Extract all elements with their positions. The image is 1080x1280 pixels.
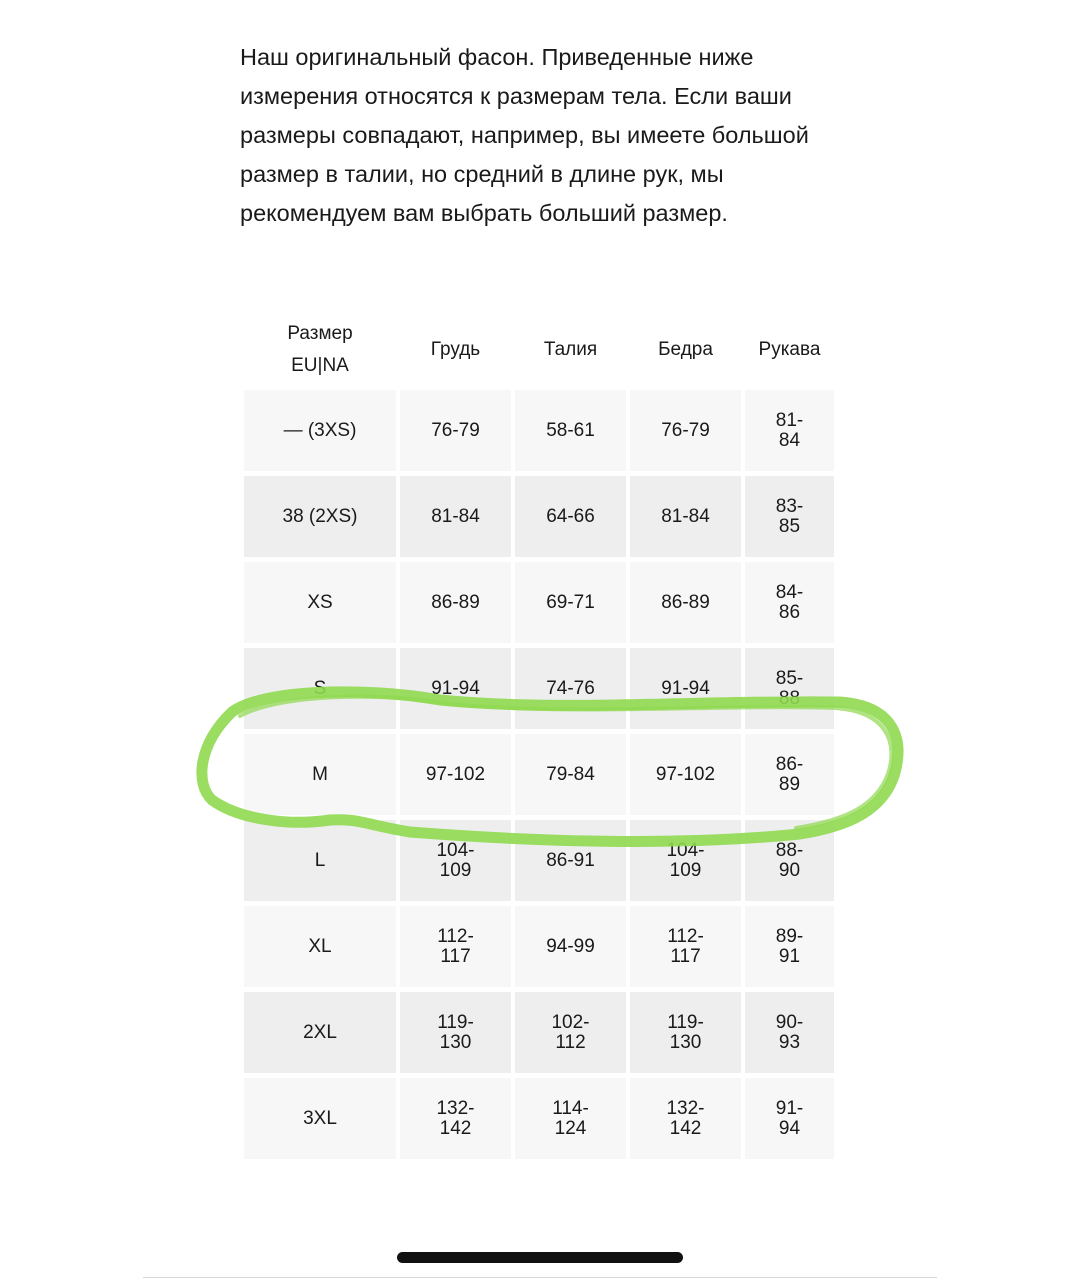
cell-hips: 112- 117 <box>630 906 741 987</box>
cell-size: S <box>244 648 396 729</box>
cell-sleeve: 91- 94 <box>745 1078 834 1159</box>
size-chart-table <box>240 310 838 1164</box>
cell-hips: 86-89 <box>630 562 741 643</box>
cell-sleeve: 88- 90 <box>745 820 834 901</box>
bottom-divider-line <box>143 1277 937 1278</box>
cell-sleeve: 85- 88 <box>745 648 834 729</box>
cell-chest: 112- 117 <box>400 906 511 987</box>
table-row-highlighted <box>244 734 834 815</box>
cell-sleeve: 90- 93 <box>745 992 834 1073</box>
cell-hips: 97-102 <box>630 734 741 815</box>
cell-chest: 104- 109 <box>400 820 511 901</box>
cell-sleeve: 84- 86 <box>745 562 834 643</box>
cell-chest: 76-79 <box>400 390 511 471</box>
cell-waist: 79-84 <box>515 734 626 815</box>
cell-size: — (3XS) <box>244 390 396 471</box>
table-row <box>244 906 834 987</box>
header-sleeve: Рукава <box>758 339 821 360</box>
cell-sleeve: 89- 91 <box>745 906 834 987</box>
cell-hips: 91-94 <box>630 648 741 729</box>
cell-waist: 94-99 <box>515 906 626 987</box>
cell-waist: 114- 124 <box>515 1078 626 1159</box>
table-row <box>244 562 834 643</box>
cell-size: XS <box>244 562 396 643</box>
cell-waist: 74-76 <box>515 648 626 729</box>
table-row <box>244 648 834 729</box>
cell-chest: 97-102 <box>400 734 511 815</box>
cell-size: XL <box>244 906 396 987</box>
cell-size: 3XL <box>244 1078 396 1159</box>
cell-size: 2XL <box>244 992 396 1073</box>
cell-size: L <box>244 820 396 901</box>
cell-size: 38 (2XS) <box>244 476 396 557</box>
table-row <box>244 992 834 1073</box>
table-header-row <box>244 315 834 385</box>
cell-waist: 69-71 <box>515 562 626 643</box>
cell-hips: 81-84 <box>630 476 741 557</box>
cell-sleeve: 86- 89 <box>745 734 834 815</box>
header-chest: Грудь <box>430 339 481 360</box>
cell-waist: 86-91 <box>515 820 626 901</box>
size-guide-description: Наш оригинальный фасон. Приведенные ниже измерения относятся к размерам тела. Если ваши размеры совпадают, например, вы имеете большой размер в талии, но средний в длине рук, мы рекомендуем вам выбрать больший размер. <box>240 44 809 226</box>
cell-sleeve: 83- 85 <box>745 476 834 557</box>
cell-hips: 76-79 <box>630 390 741 471</box>
table-row <box>244 820 834 901</box>
cell-hips: 132- 142 <box>630 1078 741 1159</box>
cell-sleeve: 81- 84 <box>745 390 834 471</box>
table-row <box>244 476 834 557</box>
cell-size: M <box>244 734 396 815</box>
cell-chest: 81-84 <box>400 476 511 557</box>
cell-chest: 91-94 <box>400 648 511 729</box>
cell-waist: 64-66 <box>515 476 626 557</box>
cell-waist: 58-61 <box>515 390 626 471</box>
cell-chest: 86-89 <box>400 562 511 643</box>
table-row <box>244 1078 834 1159</box>
home-indicator-bar <box>397 1252 683 1263</box>
cell-chest: 132- 142 <box>400 1078 511 1159</box>
header-size: Размер EU|NA <box>287 323 353 376</box>
cell-waist: 102- 112 <box>515 992 626 1073</box>
header-hips: Бедра <box>658 339 713 360</box>
cell-chest: 119- 130 <box>400 992 511 1073</box>
cell-hips: 104- 109 <box>630 820 741 901</box>
cell-hips: 119- 130 <box>630 992 741 1073</box>
table-row <box>244 390 834 471</box>
header-waist: Талия <box>543 339 598 360</box>
